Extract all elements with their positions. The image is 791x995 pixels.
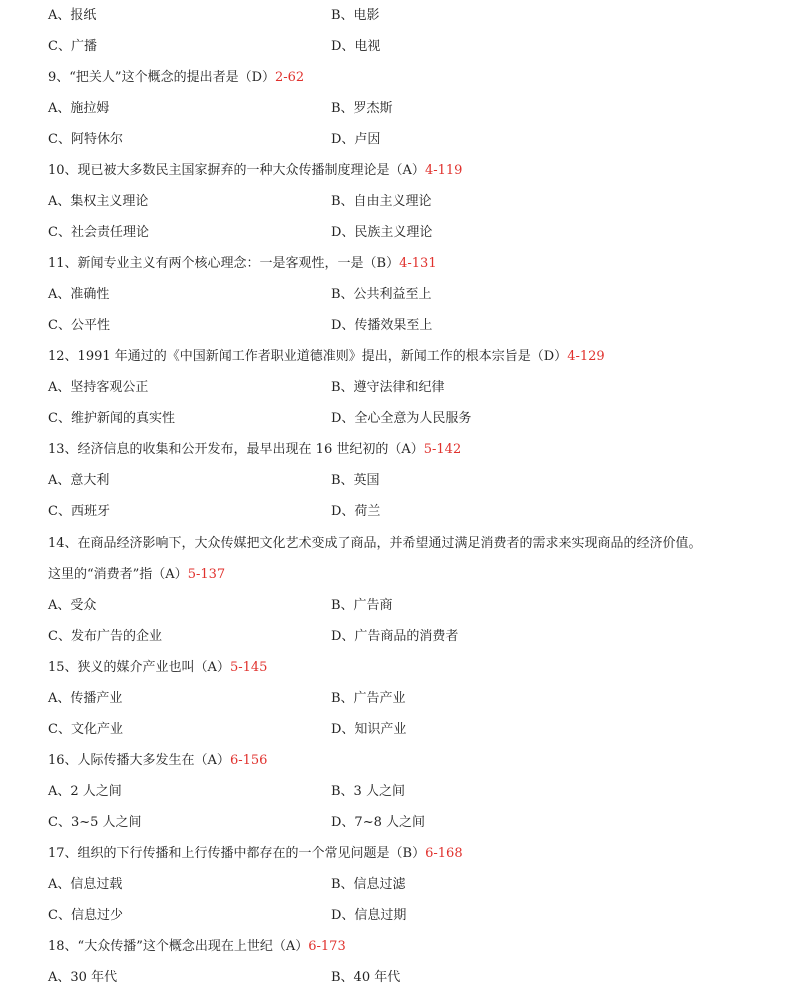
reference-code: 5-145: [229, 660, 268, 675]
question-9: [48, 68, 304, 88]
option-d: D、卢因: [331, 132, 381, 147]
option-a: A、30 年代: [48, 970, 118, 985]
option-b: B、电影: [331, 8, 380, 23]
options-row: [48, 596, 768, 616]
options-row: [48, 813, 768, 833]
option-b: B、广告产业: [331, 691, 406, 706]
option-c: C、广播: [48, 39, 97, 54]
option-a: A、坚持客观公正: [48, 380, 149, 395]
question-text: 18、“大众传播”这个概念出现在上世纪（A）: [48, 939, 309, 954]
question-10: [48, 161, 462, 181]
option-a: A、意大利: [48, 473, 110, 488]
option-a: A、准确性: [48, 287, 110, 302]
options-row: [48, 223, 768, 243]
option-a: A、受众: [48, 598, 97, 613]
option-d: D、信息过期: [331, 908, 407, 923]
option-b: B、罗杰斯: [331, 101, 393, 116]
options-row: [48, 37, 768, 57]
options-row: [48, 627, 768, 647]
reference-code: 6-173: [308, 939, 346, 954]
options-row: [48, 471, 768, 491]
options-row: [48, 689, 768, 709]
reference-code: 4-119: [424, 163, 463, 178]
options-row: [48, 285, 768, 305]
option-d: D、电视: [331, 39, 381, 54]
option-d: D、广告商品的消费者: [331, 629, 459, 644]
option-c: C、阿特休尔: [48, 132, 123, 147]
question-11: [48, 254, 437, 274]
option-d: D、传播效果至上: [331, 318, 433, 333]
options-row: [48, 720, 768, 740]
options-row: [48, 409, 768, 429]
options-row: [48, 6, 768, 26]
option-b: B、遵守法律和纪律: [331, 380, 445, 395]
options-row: [48, 782, 768, 802]
option-a: A、信息过载: [48, 877, 123, 892]
options-row: [48, 192, 768, 212]
option-a: A、2 人之间: [48, 784, 122, 799]
options-row: [48, 378, 768, 398]
reference-code: 5-142: [423, 442, 462, 457]
option-b: B、广告商: [331, 598, 393, 613]
question-15: [48, 658, 267, 678]
question-17: [48, 844, 463, 864]
options-row: [48, 875, 768, 895]
options-row: [48, 968, 768, 988]
question-text: 10、现已被大多数民主国家摒弃的一种大众传播制度理论是（A）: [48, 163, 425, 178]
option-b: B、英国: [331, 473, 380, 488]
option-b: B、公共利益至上: [331, 287, 432, 302]
option-a: A、传播产业: [48, 691, 123, 706]
option-d: D、荷兰: [331, 504, 381, 519]
question-text: 17、组织的下行传播和上行传播中都存在的一个常见问题是（B）: [48, 846, 426, 861]
options-row: [48, 99, 768, 119]
question-text: 14、在商品经济影响下，大众传媒把文化艺术变成了商品，并希望通过满足消费者的需求来实现商品的经济价值。: [48, 536, 702, 551]
question-18: [48, 937, 346, 957]
option-c: C、发布广告的企业: [48, 629, 162, 644]
reference-code: 6-156: [229, 753, 268, 768]
question-text: 12、1991 年通过的《中国新闻工作者职业道德准则》提出，新闻工作的根本宗旨是（D）: [48, 349, 568, 364]
options-row: [48, 130, 768, 150]
option-c: C、社会责任理论: [48, 225, 149, 240]
option-b: B、自由主义理论: [331, 194, 432, 209]
options-row: [48, 502, 768, 522]
option-b: B、3 人之间: [331, 784, 405, 799]
options-row: [48, 316, 768, 336]
option-c: C、西班牙: [48, 504, 110, 519]
reference-code: 2-62: [275, 70, 305, 85]
reference-code: 5-137: [187, 567, 226, 582]
option-a: A、施拉姆: [48, 101, 110, 116]
question-text: 16、人际传播大多发生在（A）: [48, 753, 230, 768]
option-c: C、公平性: [48, 318, 110, 333]
option-b: B、信息过滤: [331, 877, 406, 892]
question-text: 13、经济信息的收集和公开发布，最早出现在 16 世纪初的（A）: [48, 442, 424, 457]
option-a: A、报纸: [48, 8, 97, 23]
option-c: C、维护新闻的真实性: [48, 411, 175, 426]
question-text: 15、狭义的媒介产业也叫（A）: [48, 660, 230, 675]
question-14: [48, 534, 702, 554]
question-16: [48, 751, 267, 771]
question-text: 11、新闻专业主义有两个核心理念：一是客观性，一是（B）: [48, 256, 400, 271]
options-row: [48, 906, 768, 926]
question-12: [48, 347, 605, 367]
option-b: B、40 年代: [331, 970, 401, 985]
option-d: D、民族主义理论: [331, 225, 433, 240]
option-d: D、7~8 人之间: [331, 815, 425, 830]
reference-code: 6-168: [425, 846, 463, 861]
option-d: D、全心全意为人民服务: [331, 411, 472, 426]
question-13: [48, 440, 461, 460]
option-c: C、文化产业: [48, 722, 123, 737]
option-a: A、集权主义理论: [48, 194, 149, 209]
reference-code: 4-131: [399, 256, 437, 271]
option-c: C、3~5 人之间: [48, 815, 142, 830]
question-14-continued: [48, 565, 225, 585]
question-text: 这里的“消费者”指（A）: [48, 567, 188, 582]
question-text: 9、“把关人”这个概念的提出者是（D）: [48, 70, 275, 85]
option-c: C、信息过少: [48, 908, 123, 923]
reference-code: 4-129: [567, 349, 605, 364]
option-d: D、知识产业: [331, 722, 407, 737]
